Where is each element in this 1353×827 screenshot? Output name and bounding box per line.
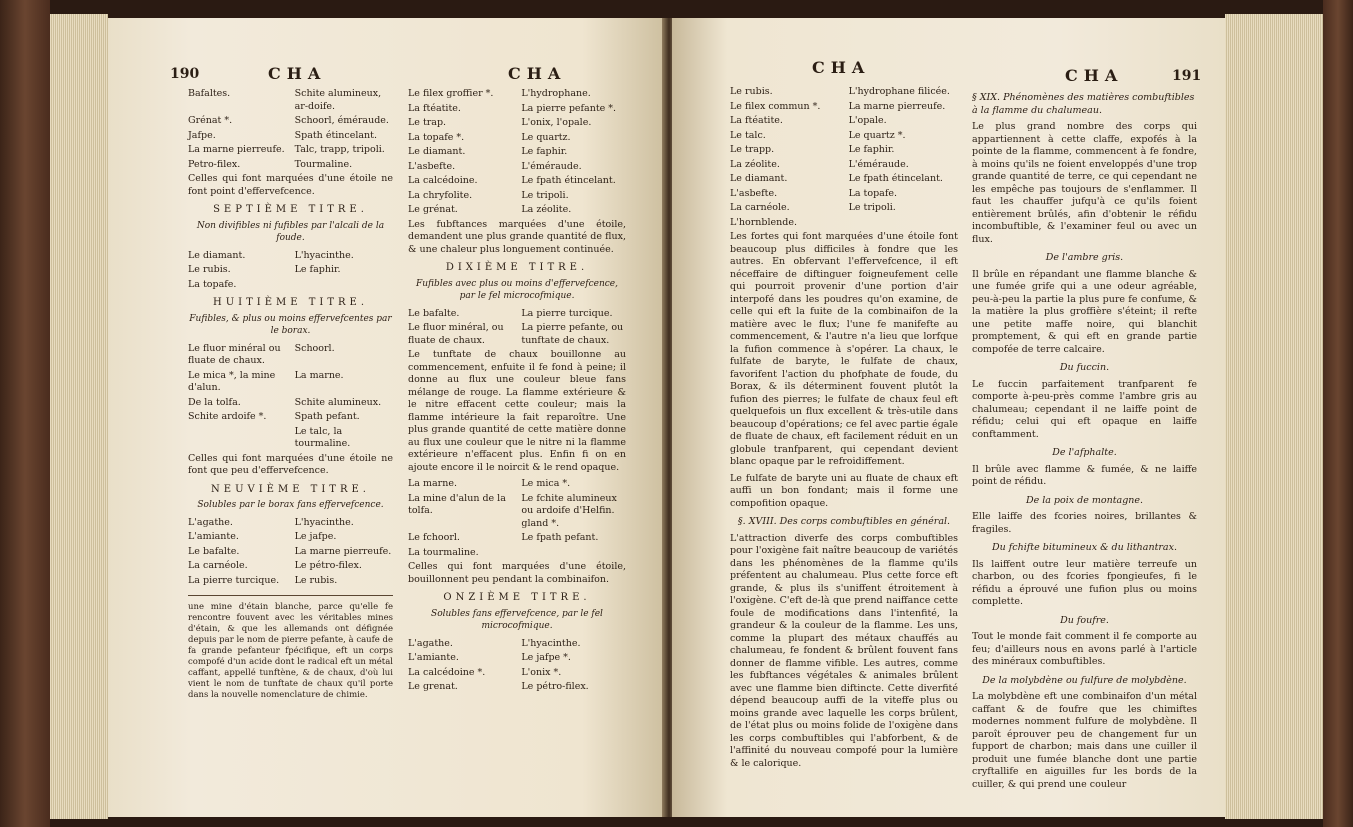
list-item: L'amiante. Le jafpe *. — [408, 652, 571, 663]
list-item: La pierre turcique. Le rubis. — [188, 574, 338, 586]
list-item: Le trap. L'onix, l'opale. — [408, 117, 592, 128]
list-item: La calcédoine. Le fpath étincelant. — [408, 175, 616, 186]
list-item: Le mica *, la mine d'alun. La marne. — [188, 369, 344, 393]
right-page — [672, 18, 1225, 817]
running-head-right-1: CHA — [812, 58, 871, 77]
list-item: Le grénat. La zéolite. — [408, 204, 572, 215]
subsection-heading: De l'afphalte. — [1052, 447, 1117, 458]
section-title: ONZIÈME TITRE. — [443, 592, 591, 603]
list-item: Le talc. Le quartz *. — [730, 129, 906, 141]
list-item: Jafpe. Spath étincelant. — [188, 129, 378, 141]
list-item: L'agathe. L'hyacinthe. — [408, 637, 581, 649]
list-item: Le fluor minéral ou fluate de chaux. Schoorl. — [188, 342, 335, 366]
subsection-heading: De la poix de montagne. — [1025, 494, 1144, 506]
list-item: La marne. Le mica *. — [408, 478, 571, 489]
list-item: La carnéole. Le pétro-filex. — [188, 560, 362, 571]
list-item: La topafe *. Le quartz. — [408, 131, 571, 143]
list-item: La mine d'alun de la tolfa. Le fchite alumineux ou ardoife d'Helfin. gland *. — [408, 492, 617, 529]
list-item: De la tolfa. Schite alumineux. — [188, 396, 382, 408]
right-col-1 — [730, 86, 958, 774]
list-item: La carnéole. Le tripoli. — [730, 202, 896, 213]
paragraph: Il brûle en répandant une flamme blanche & une fumée grife qui a une odeur agréable, peu-à-peu la partie la plus pure fe confume, & la matière la plus groffière s'éteint; il refte une petite maffe noire, qui blanchit promptement, & qui eft en grande partie compofée de terre calcaire. — [972, 268, 1197, 355]
section-title: DIXIÈME TITRE. — [445, 262, 589, 273]
list-item: Le filex commun *. La marne pierreufe. — [730, 100, 946, 112]
subsection-heading: De la molybdène ou fulfure de molybdène. — [982, 674, 1187, 686]
paragraph: Ils laiffent outre leur matière terreufe un charbon, ou des fcories fpongieufes, fi le réfidu a éprouvé une fufion plus ou moins complette. — [972, 558, 1197, 607]
paragraph: Il brûle avec flamme & fumée, & ne laiffe point de réfidu. — [972, 463, 1197, 487]
section-heading: §. XVIII. Des corps combuftibles en général. — [737, 516, 951, 527]
list-item: Le diamant. Le faphir. — [408, 146, 568, 157]
list-item: La chryfolite. Le tripoli. — [408, 189, 569, 201]
section-title: NEUVIÈME TITRE. — [211, 483, 370, 495]
list-item: Le bafalte. La pierre turcique. — [408, 307, 613, 319]
running-head-left-1: CHA — [268, 64, 327, 83]
list-item: L'agathe. L'hyacinthe. — [188, 516, 354, 528]
paragraph: Celles qui font marquées d'une étoile ne font point d'effervefcence. — [188, 173, 393, 197]
book-cover-right — [1323, 0, 1353, 827]
section-subtitle: Solubles fans effervefcence, par le fel microcofmique. — [431, 608, 603, 631]
list-item: Le rubis. L'hydrophane filicée. — [730, 86, 950, 97]
list-item: L'asbefte. L'éméraude. — [408, 160, 582, 172]
paragraph: Tout le monde fait comment il fe comporte au feu; d'ailleurs nous en avons parlé à l'article des minéraux combuftibles. — [972, 631, 1197, 667]
section-heading: § XIX. Phénomènes des matières combuftibles à la flamme du chalumeau. — [972, 92, 1195, 116]
footnote: une mine d'étain blanche, parce qu'elle fe rencontre fouvent avec les véritables mines d'étain, & que les allemands ont défignée depuis par le nom de pierre pefante, à caufe de fa grande pefanteur fpécifique, eft un corps compofé d'un acide dont le radical eft un métal caffant, appellé tunftène, & de chaux, d'où lui vient le nom de tunftate de chaux qu'il porte dans la nouvelle nomenclature de chimie. — [188, 602, 393, 700]
list-item: La zéolite. L'éméraude. — [730, 158, 909, 170]
right-col-2 — [972, 86, 1197, 795]
paragraph: Elle laiffe des fcories noires, brillantes & fragiles. — [972, 511, 1197, 535]
page-number-right: 191 — [1172, 68, 1202, 84]
page-edges-right — [1225, 14, 1323, 819]
list-item: Le fluor minéral, ou fluate de chaux. La pierre pefante, ou tunftate de chaux. — [408, 322, 624, 346]
section-subtitle: Solubles par le borax fans effervefcence. — [197, 500, 384, 510]
section-subtitle: Fufibles, & plus ou moins effervefcentes par le borax. — [189, 313, 392, 336]
list-item: Le rubis. Le faphir. — [188, 264, 341, 275]
list-item: La marne pierreufe. Talc, trapp, tripoli. — [188, 144, 385, 155]
list-item: Le talc, la tourmaline. — [294, 425, 351, 449]
section-subtitle: Non divifibles ni fufibles par l'alcali de la foude. — [196, 220, 385, 243]
list-item: Le bafalte. La marne pierreufe. — [188, 545, 392, 557]
subsection-heading: Du fuccin. — [1059, 362, 1110, 373]
list-item: La topafe. — [188, 278, 237, 290]
paragraph: Le fuccin parfaitement tranfparent fe comporte à-peu-près comme l'ambre gris au chalumeau; cependant il ne laiffe point de réfidu; celui qui eft opaque en laiffe conftamment. — [972, 378, 1197, 440]
subsection-heading: Du fchifte bitumineux & du lithantrax. — [992, 542, 1177, 553]
paragraph: Le fulfate de baryte uni au fluate de chaux eft auffi un bon fondant; mais il forme une compofition opaque. — [730, 472, 958, 509]
list-top — [188, 88, 393, 171]
list-item: Grénat *. Schoorl, éméraude. — [188, 115, 389, 126]
left-col-1 — [188, 88, 393, 705]
paragraph: Le tunftate de chaux bouillonne au commencement, enfuite il fe fond à peine; il donne au flux une couleur bleue fans mélange de rouge. La flamme extérieure & le nitre effacent cette couleur; mais la flamme intérieure la fait reparoître. Une plus grande quantité de cette matière donne au flux une couleur que le nitre ni la flamme extérieure n'effacent plus. Enfin fi on en ajoute encore il le noircit & le rend opaque. — [408, 349, 626, 473]
page-edges-left — [50, 14, 108, 819]
list-item: La ftéatite. L'opale. — [730, 115, 887, 126]
paragraph: Celles qui font marquées d'une étoile ne font que peu d'effervefcence. — [188, 452, 393, 476]
book-cover-left — [0, 0, 50, 827]
list-item: Schite ardoife *. Spath pefant. — [188, 411, 360, 422]
section-title: HUITIÈME TITRE. — [212, 297, 369, 308]
list-item: Le diamant. Le fpath étincelant. — [730, 173, 943, 184]
list-item: Le trapp. Le faphir. — [730, 144, 895, 155]
list-item: L'asbefte. La topafe. — [730, 187, 897, 199]
list-item: Petro-filex. Tourmaline. — [188, 158, 353, 170]
running-head-right-2: CHA — [1065, 66, 1124, 85]
paragraph: Les fubftances marquées d'une étoile, demandent une plus grande quantité de flux, & une chaleur plus longuement continuée. — [408, 218, 626, 255]
list-item: La calcédoine *. L'onix *. — [408, 666, 562, 678]
left-page — [108, 18, 666, 817]
paragraph: La molybdène eft une combinaifon d'un métal caffant & de foufre que les chimiftes modernes nomment fulfure de molybdène. Il paroît éprouver peu de changement fur un fupport de charbon; mais dans une cuiller il produit une fumée blanche dont une partie cryftallife en aiguilles fur les bords de la cuiller, & qui prend une couleur — [972, 691, 1197, 790]
list-item: Le filex groffier *. L'hydrophane. — [408, 88, 591, 99]
list-item: Bafaltes. Schite alumineux, ar-doife. — [188, 88, 382, 112]
paragraph: Le plus grand nombre des corps qui appartiennent à cette claffe, expofés à la pointe de la flamme, commencent à fe fondre, à moins qu'ils ne foient enveloppés d'une trop grande quantité de terre, ce qui cependant ne les empêche pas toujours de s'enflammer. Il faut les chauffer jufqu'à ce qu'ils foient entièrement brûlés, afin d'obtenir le réfidu incombuftible, & l'examiner feul ou avec un flux. — [972, 121, 1197, 245]
left-col-2 — [408, 88, 626, 696]
paragraph: Les fortes qui font marquées d'une étoile font beaucoup plus difficiles à fondre que les autres. En obfervant l'effervefcence, il eft néceffaire de diftinguer foigneufement celle qui pourroit provenir d'une portion d'air interpofé dans les poudres qu'on examine, de celle qui eft la fuite de la combinaifon de la matière avec le flux; l'une fe manifefte au commencement, & l'autre n'a lieu que lorfque la fufion commence à s'opérer. La chaux, le fulfate de baryte, le fulfate de chaux, favorifent l'action du phofphate de foude, du Borax, & ils déterminent fouvent plutôt la fufion des pierres; le fulfate de chaux feul eft quelquefois un flux excellent & très-utile dans beaucoup d'opérations; ce fel avec partie égale de fluate de chaux, eft facilement réduit en un globule tranfparent, qui cependant devient blanc opaque par le refroidiffement. — [730, 231, 958, 467]
section-subtitle: Fufibles avec plus ou moins d'effervefcence, par le fel microcofmique. — [416, 278, 618, 301]
footnote-rule — [188, 595, 393, 596]
list-item: Le fchoorl. Le fpath pefant. — [408, 532, 599, 543]
list-item: Le grenat. Le pétro-filex. — [408, 681, 589, 692]
running-head-left-2: CHA — [508, 64, 567, 83]
subsection-heading: De l'ambre gris. — [1045, 252, 1124, 263]
list-item: L'hornblende. — [730, 216, 798, 228]
list-item: Le diamant. L'hyacinthe. — [188, 249, 354, 261]
list-item: La tourmaline. — [408, 546, 479, 558]
paragraph: L'attraction diverfe des corps combuftibles pour l'oxigène fait naître beaucoup de variétés dans les phénomènes de la flamme qu'ils préfentent au chalumeau. Plus cette force eft grande, & plus ils s'uniffent étroitement à l'oxigène. C'eft de-là que prend naiffance cette foule de modifications dans l'intenfité, la grandeur & la couleur de la flamme. Les uns, comme la plupart des métaux chauffés au chalumeau, fe fondent & brûlent fouvent fans donner de flamme vifible. Les autres, comme les fubftances végétales & animales brûlent avec une flamme bien diftincte. Cette diverfité dépend beaucoup auffi de la viteffe plus ou moins grande avec laquelle les corps brûlent, de l'état plus ou moins folide de l'oxigène dans les corps combuftibles qui l'abforbent, & de l'affinité du nouveau compofé pour la lumière & le calorique. — [730, 532, 958, 769]
list-item: La ftéatite. La pierre pefante *. — [408, 102, 617, 114]
list-item: L'amiante. Le jafpe. — [188, 531, 337, 542]
subsection-heading: Du foufre. — [1060, 614, 1109, 626]
page-number-left: 190 — [170, 66, 200, 82]
paragraph: Celles qui font marquées d'une étoile, bouillonnent peu pendant la combinaifon. — [408, 561, 626, 585]
section-title: SEPTIÈME TITRE. — [213, 204, 368, 215]
